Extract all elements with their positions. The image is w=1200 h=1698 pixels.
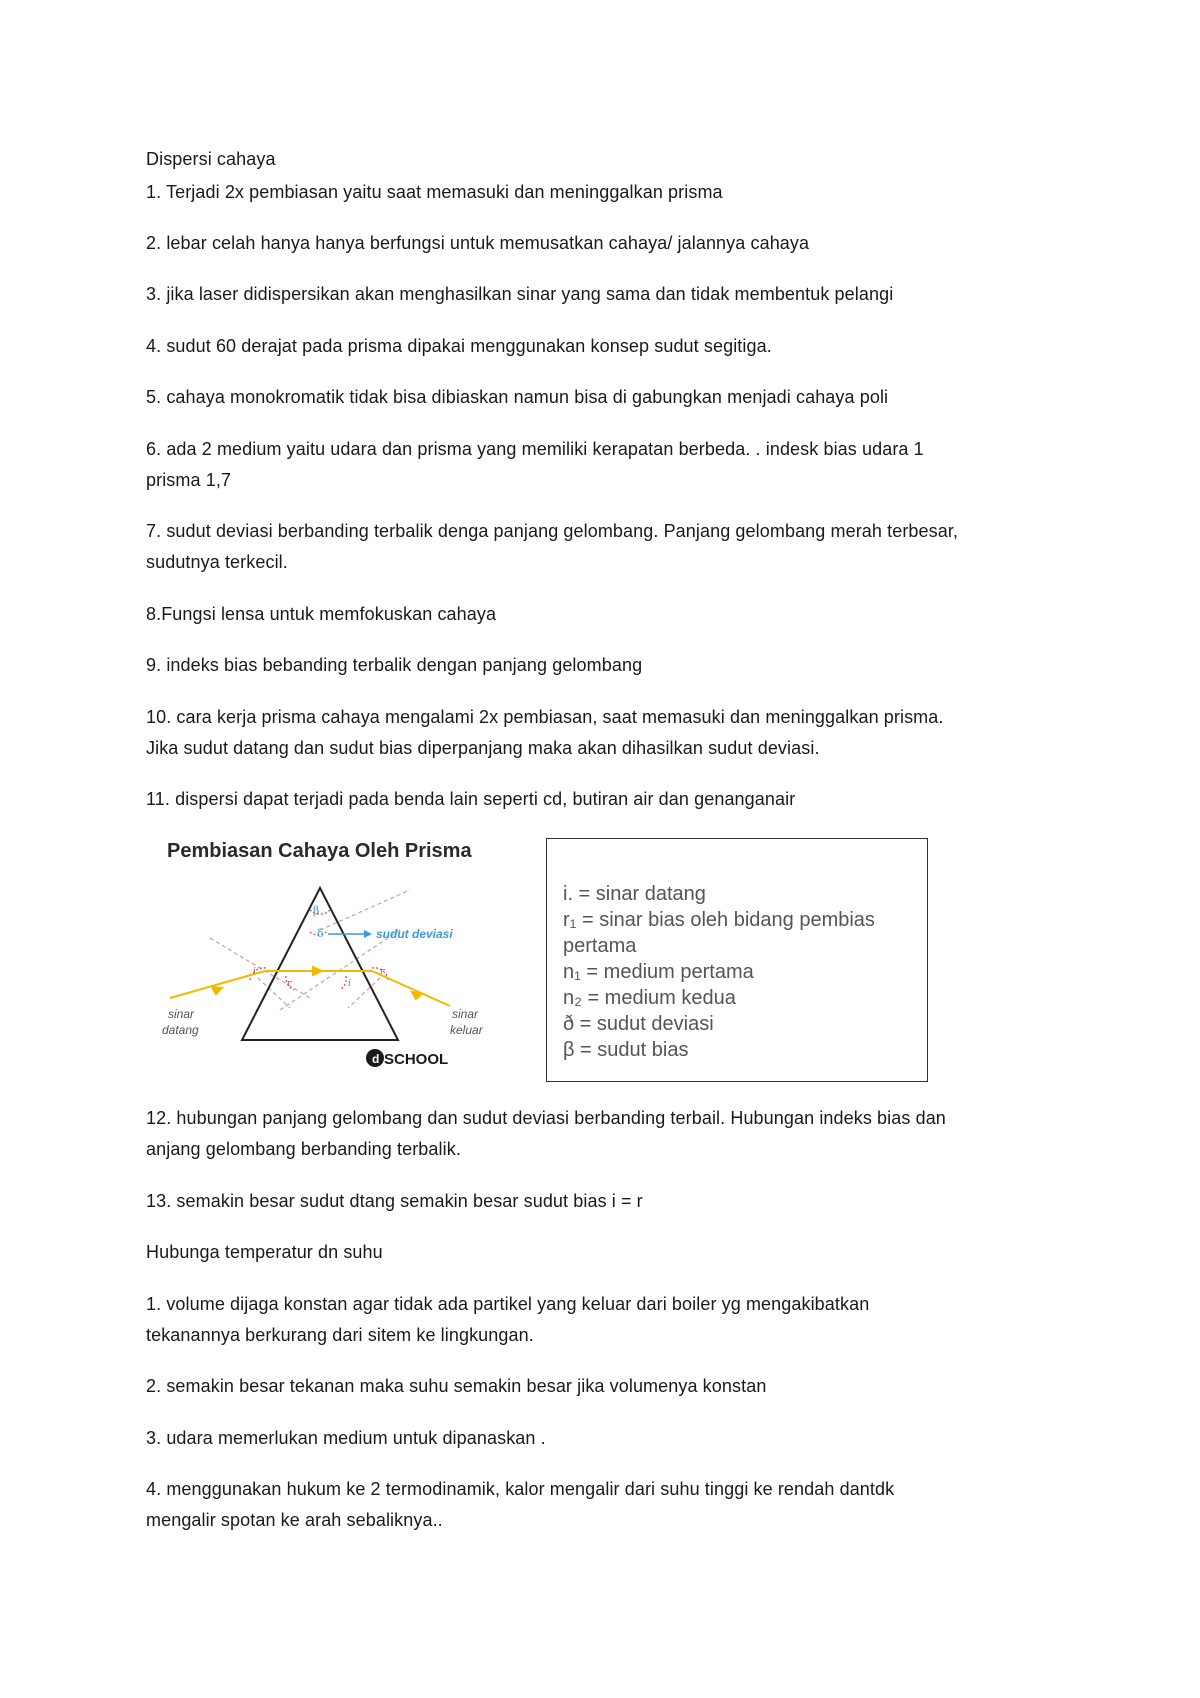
angle-r-label: r <box>287 979 292 989</box>
list-item: 8.Fungsi lensa untuk memfokuskan cahaya <box>146 604 497 624</box>
list-item: 7. sudut deviasi berbanding terbalik denga panjang gelombang. Panjang gelombang merah terbesar, <box>146 521 959 541</box>
list-item: 9. indeks bias bebanding terbalik dengan panjang gelombang <box>146 655 643 675</box>
list-item: 1. volume dijaga konstan agar tidak ada partikel yang keluar dari boiler yg mengakibatkan <box>146 1294 870 1314</box>
legend-box <box>546 838 928 1082</box>
list-item: 2. semakin besar tekanan maka suhu semakin besar jika volumenya konstan <box>146 1376 767 1396</box>
legend-item: r₁ = sinar bias oleh bidang pembias <box>563 909 875 931</box>
prism-shape <box>242 888 398 1040</box>
angle-i2-label: i <box>348 979 351 989</box>
list-item: 4. sudut 60 derajat pada prisma dipakai menggunakan konsep sudut segitiga. <box>146 336 772 356</box>
legend-item: n₂ = medium kedua <box>563 987 736 1009</box>
legend-item: β = sudut bias <box>563 1039 689 1061</box>
beta-label: β <box>313 904 320 917</box>
light-ray <box>170 967 450 1006</box>
list-item: 4. menggunakan hukum ke 2 termodinamik, kalor mengalir dari suhu tinggi ke rendah dantdk <box>146 1479 895 1499</box>
svg-text:d: d <box>372 1052 380 1066</box>
deviation-label: sudut deviasi <box>376 927 453 941</box>
logo-text: SCHOOL <box>384 1051 449 1068</box>
delta-label: δ <box>317 927 324 940</box>
list-item-continuation: Jika sudut datang dan sudut bias diperpanjang maka akan dihasilkan sudut deviasi. <box>146 738 820 758</box>
section-heading-temperatur: Hubunga temperatur dn suhu <box>146 1242 383 1262</box>
outgoing-ray-label-2: keluar <box>450 1023 483 1037</box>
incoming-ray-label-1: sinar <box>168 1007 195 1021</box>
list-item: 10. cara kerja prisma cahaya mengalami 2x pembiasan, saat memasuki dan meninggalkan prisma. <box>146 707 944 727</box>
legend-item: ð = sudut deviasi <box>563 1013 714 1035</box>
list-item-continuation: prisma 1,7 <box>146 470 232 490</box>
angle-i-label: i <box>253 967 256 977</box>
figure-title: Pembiasan Cahaya Oleh Prisma <box>167 840 472 862</box>
list-item-continuation: sudutnya terkecil. <box>146 552 288 572</box>
list-item: 5. cahaya monokromatik tidak bisa dibiaskan namun bisa di gabungkan menjadi cahaya poli <box>146 387 889 407</box>
prism-diagram <box>150 870 500 1075</box>
list-item-continuation: mengalir spotan ke arah sebaliknya.. <box>146 1510 443 1530</box>
list-item: 11. dispersi dapat terjadi pada benda lain seperti cd, butiran air dan genanganair <box>146 789 796 809</box>
section-heading-dispersi: Dispersi cahaya <box>146 149 276 169</box>
school-logo <box>366 1049 448 1068</box>
angle-r2-label: r <box>380 967 385 977</box>
list-item-continuation: tekanannya berkurang dari sitem ke lingkungan. <box>146 1325 534 1345</box>
incoming-ray-label-2: datang <box>162 1023 199 1037</box>
list-item: 3. jika laser didispersikan akan menghasilkan sinar yang sama dan tidak membentuk pelangi <box>146 284 894 304</box>
legend-item: n₁ = medium pertama <box>563 961 754 983</box>
list-item: 13. semakin besar sudut dtang semakin besar sudut bias i = r <box>146 1191 643 1211</box>
list-item: 12. hubungan panjang gelombang dan sudut deviasi berbanding terbail. Hubungan indeks bias dan <box>146 1108 946 1128</box>
legend-list <box>563 881 923 1063</box>
outgoing-ray-label-1: sinar <box>452 1007 479 1021</box>
list-item: 6. ada 2 medium yaitu udara dan prisma yang memiliki kerapatan berbeda. . indesk bias udara 1 <box>146 439 924 459</box>
list-item: 3. udara memerlukan medium untuk dipanaskan . <box>146 1428 546 1448</box>
list-item: 1. Terjadi 2x pembiasan yaitu saat memasuki dan meninggalkan prisma <box>146 182 723 202</box>
legend-item: pertama <box>563 935 637 957</box>
list-item: 2. lebar celah hanya hanya berfungsi untuk memusatkan cahaya/ jalannya cahaya <box>146 233 810 253</box>
list-item-continuation: anjang gelombang berbanding terbalik. <box>146 1139 461 1159</box>
deviation-arrow <box>328 930 372 938</box>
legend-item: i. = sinar datang <box>563 883 706 905</box>
